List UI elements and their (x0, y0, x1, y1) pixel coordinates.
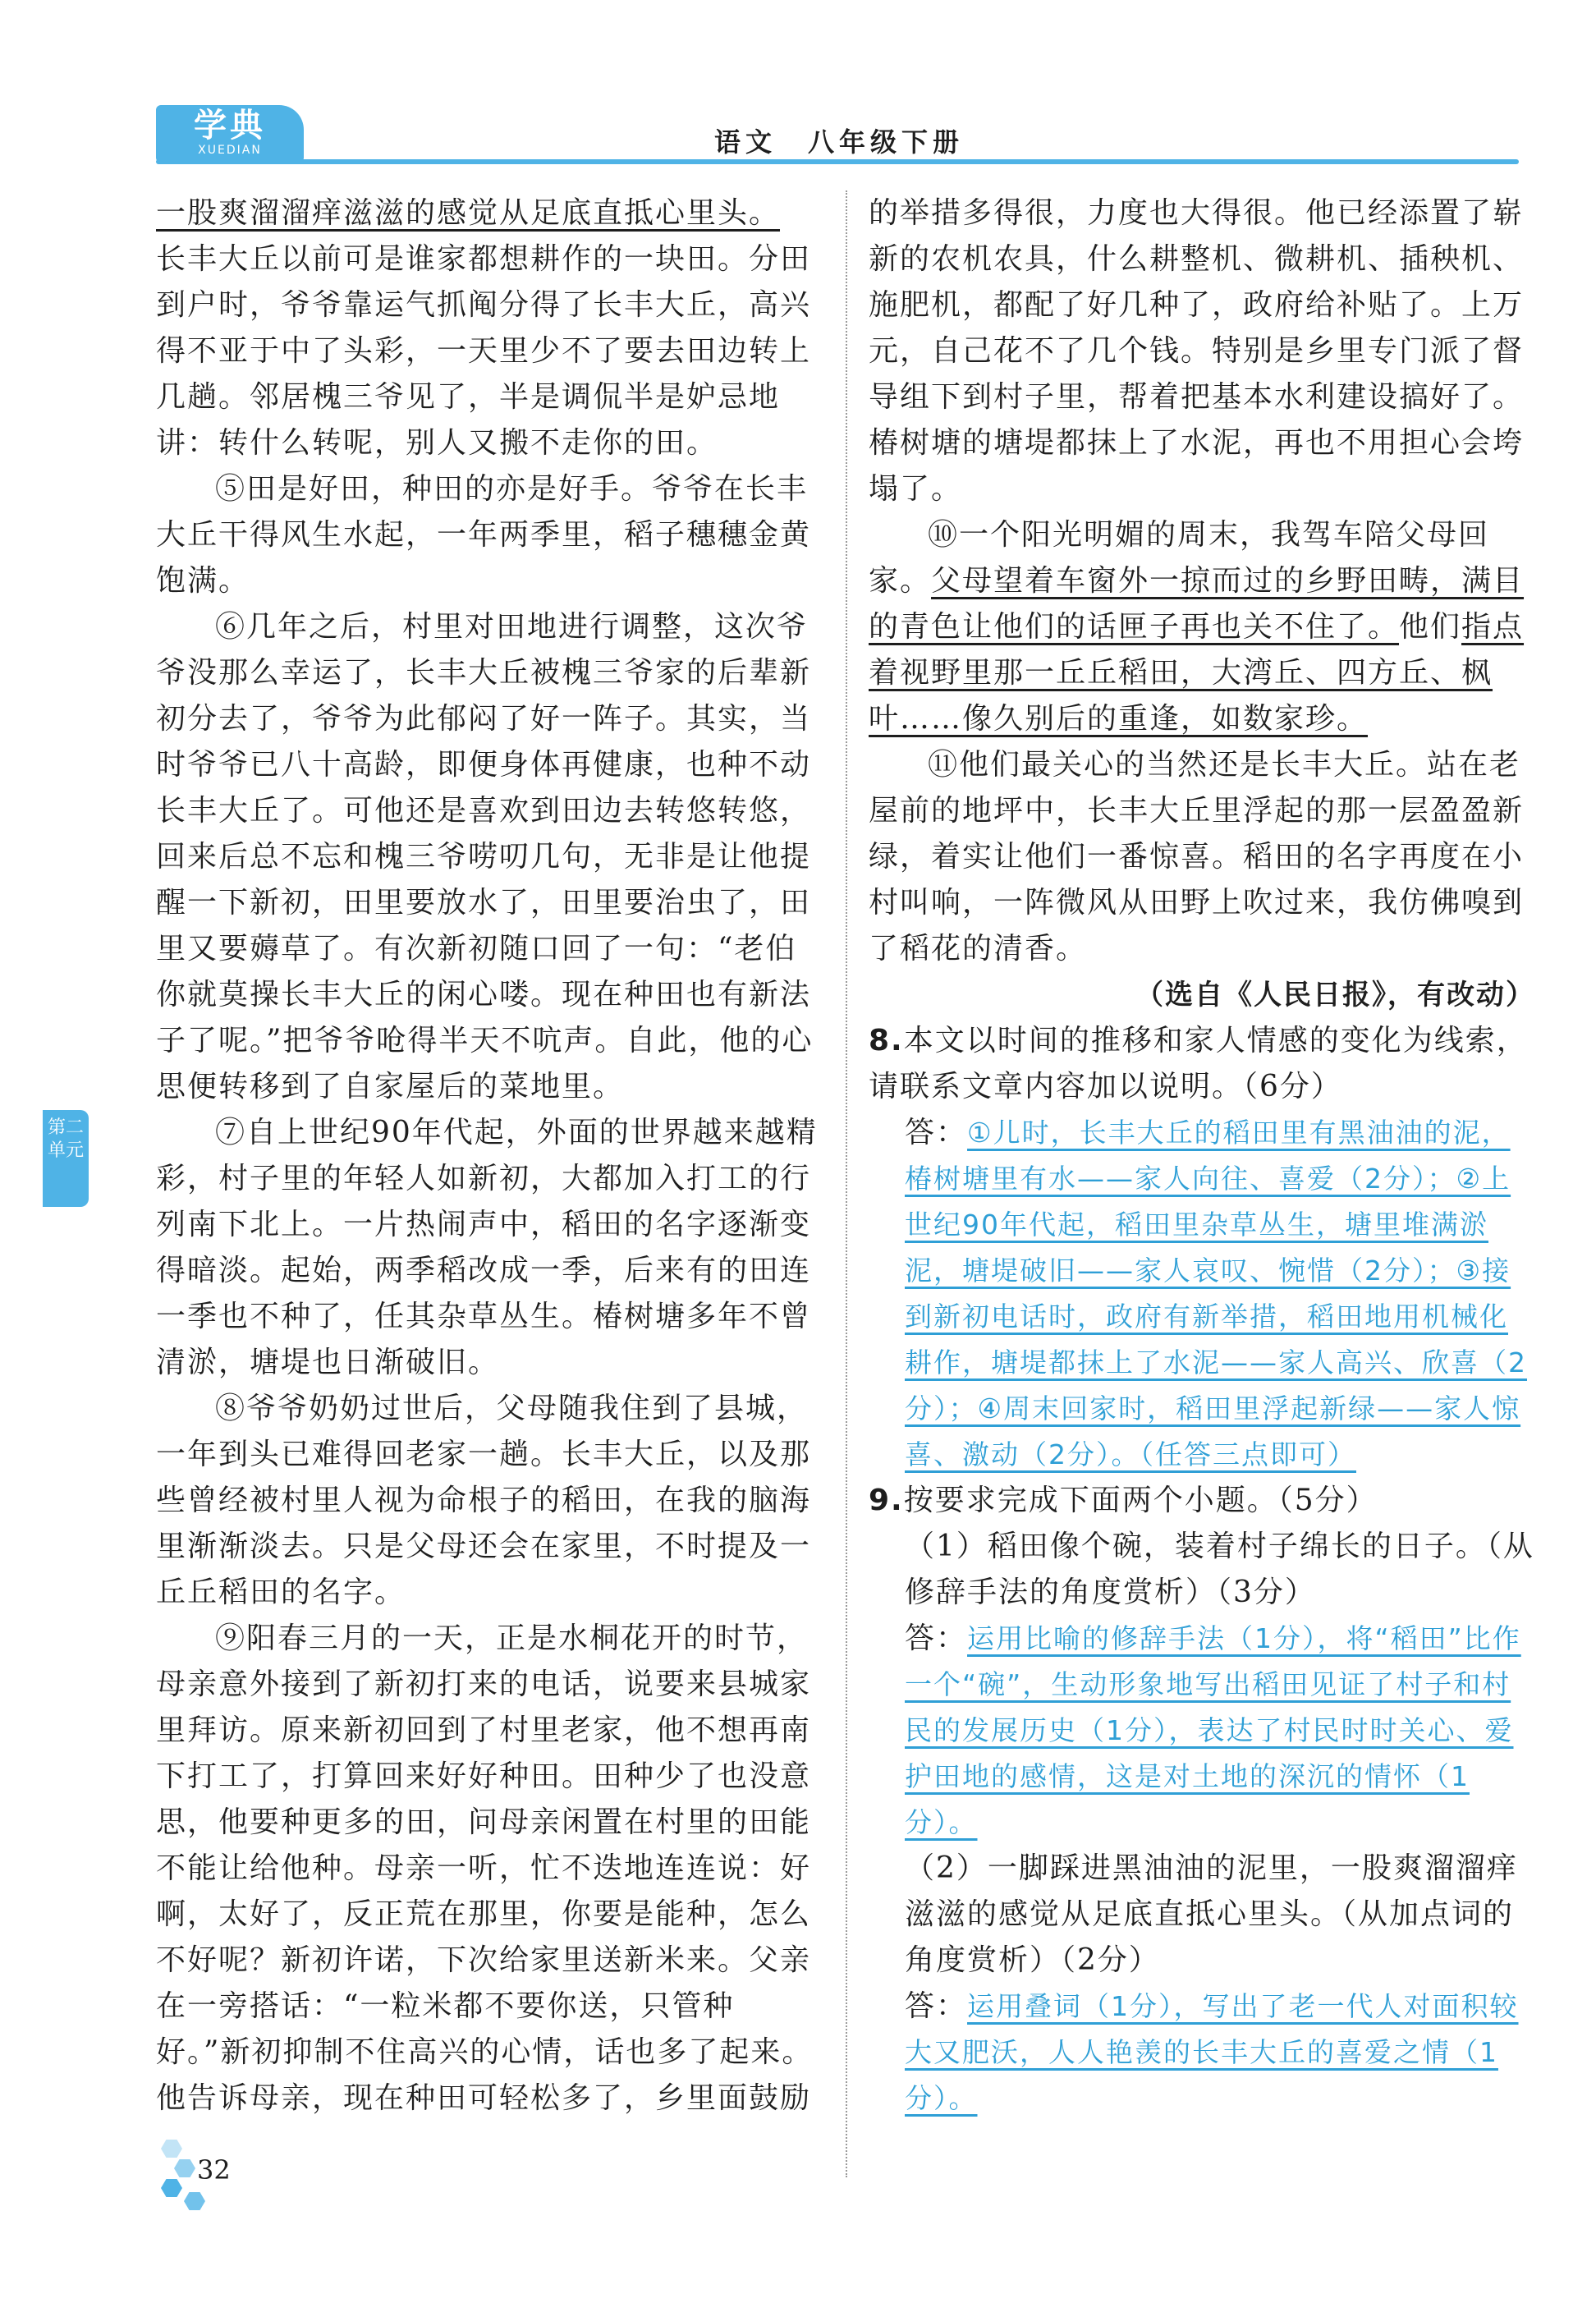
source-citation: （选自《人民日报》，有改动） (1135, 979, 1535, 1012)
question-number: 9. (869, 1484, 904, 1517)
hexagon-shape (174, 2159, 195, 2177)
hexagon-shape (184, 2192, 205, 2210)
page-number: 32 (197, 2154, 231, 2186)
left-paragraph: ⑤田是好田，种田的亦是好手。爷爷在长丰大丘干得风生水起，一年两季里，稻子穗穗金黄饱满。 (156, 472, 812, 598)
book-title: 语文 八年级下册 (714, 126, 965, 158)
logo-chinese: 学典 (194, 107, 266, 144)
hexagon-shape (161, 2179, 182, 2197)
question-9 (869, 1478, 1535, 1524)
logo-english: XUEDIAN (198, 144, 262, 157)
left-paragraph: ⑦自上世纪90年代起，外面的世界越来越精彩，村子里的年轻人如新初，大都加入打工的行列南下北上。一片热闹声中，稻田的名字逐渐变得暗淡。起始，两季稻改成一季，后来有的田连一季也不种了，任其杂草丛生。椿树塘多年不曾清淤，塘堤也日渐破旧。 (156, 1116, 818, 1379)
unit-tab-line2: 单元 (47, 1140, 84, 1161)
left-paragraph: 长丰大丘以前可是谁家都想耕作的一块田。分田到户时，爷爷靠运气抓阄分得了长丰大丘，高兴得不亚于中了头彩，一天里少不了要去田边转上几趟。邻居槐三爷见了，半是调侃半是妒忌地讲：转什么转呢，别人又搬不走你的田。 (156, 242, 812, 460)
answer-text: 运用比喻的修辞手法（1分），将“稻田”比作一个“碗”，生动形象地写出稻田见证了村子和村民的发展历史（1分），表达了村民时时关心、爱护田地的感情，这是对土地的深沉的情怀（1分）。 (905, 1622, 1521, 1838)
answer-label: 答： (905, 1989, 968, 2023)
hexagon-shape (161, 2140, 182, 2158)
answer-9-1 (869, 1616, 1535, 1846)
question-9-1: （1）稻田像个碗，装着村子绵长的日子。（从修辞手法的角度赏析）（3分） (905, 1530, 1534, 1609)
underlined-segment: 父母望着车窗外一掠而过的乡野田畴，满目的青色让他们的话匣子再也关不住了。 (869, 564, 1525, 644)
answer-8 (869, 1110, 1535, 1478)
underlined-segment: 指点着视野里那一丘丘稻田，大湾丘、四方丘、枫叶……像久别后的重逢，如数家珍。 (869, 610, 1525, 736)
unit-tab-line1: 第二 (47, 1117, 84, 1138)
publisher-logo (156, 105, 304, 163)
paragraph-segment: 他们 (1399, 610, 1462, 644)
right-paragraph (869, 512, 1535, 742)
left-paragraph (156, 190, 828, 236)
question-text: 按要求完成下面两个小题。（5分） (903, 1484, 1378, 1517)
answer-9-2 (869, 1984, 1535, 2122)
page-header (0, 0, 1596, 181)
question-number: 8. (869, 1024, 904, 1057)
question-9-2: （2）一脚踩进黑油油的泥里，一股爽溜溜痒滋滋的感觉从足底直抵心里头。（从加点词的角度赏析）（2分） (905, 1851, 1518, 1977)
right-paragraph: 的举措多得很，力度也大得很。他已经添置了崭新的农机农具，什么耕整机、微耕机、插秧机、施肥机，都配了好几种了，政府给补贴了。上万元，自己花不了几个钱。特别是乡里专门派了督导组下到村子里，帮着把基本水利建设搞好了。椿树塘的塘堤都抹上了水泥，再也不用担心会垮塌了。 (869, 196, 1525, 506)
question-8 (869, 1018, 1535, 1110)
answer-text: 运用叠词（1分），写出了老一代人对面积较大又肥沃，人人艳羡的长丰大丘的喜爱之情（1分）。 (905, 1990, 1519, 2114)
answer-label: 答： (905, 1622, 968, 1655)
question-text: 本文以时间的推移和家人情感的变化为线索，请联系文章内容加以说明。（6分） (869, 1024, 1528, 1103)
answer-label: 答： (905, 1116, 968, 1149)
left-paragraph: ⑥几年之后，村里对田地进行调整，这次爷爷没那么幸运了，长丰大丘被槐三爷家的后辈新初分去了，爷爷为此郁闷了好一阵子。其实，当时爷爷已八十高龄，即便身体再健康，也种不动长丰大丘了。可他还是喜欢到田边去转悠转悠，回来后总不忘和槐三爷唠叨几句，无非是让他提醒一下新初，田里要放水了，田里要治虫了，田里又要薅草了。有次新初随口回了一句：“老伯你就莫操长丰大丘的闲心喽。现在种田也有新法子了呢。”把爷爷呛得半天不吭声。自此，他的心思便转移到了自家屋后的菜地里。 (156, 610, 814, 1103)
answer-text: ①儿时，长丰大丘的稻田里有黑油油的泥，椿树塘里有水——家人向往、喜爱（2分）；②上世纪90年代起，稻田里杂草丛生，塘里堆满淤泥，塘堤破旧——家人哀叹、惋惜（2分）；③接到新初电话时，政府有新举措，稻田地用机械化耕作，塘堤都抹上了水泥——家人高兴、欣喜（2分）；④周末回家时，稻田里浮起新绿——家人惊喜、激动（2分）。（任答三点即可） (905, 1117, 1527, 1470)
left-paragraph: ⑨阳春三月的一天，正是水桐花开的时节，母亲意外接到了新初打来的电话，说要来县城家里拜访。原来新初回到了村里老家，他不想再南下打工了，打算回来好好种田。田种少了也没意思，他要种更多的田，问母亲闲置在村里的田能不能让给他种。母亲一听，忙不迭地连连说：好啊，太好了，反正荒在那里，你要是能种，怎么不好呢？新初许诺，下次给家里送新米来。父亲在一旁搭话：“一粒米都不要你送，只管种好。”新初抑制不住高兴的心情，话也多了起来。他告诉母亲，现在种田可轻松多了，乡里面鼓励 (156, 1622, 814, 2115)
right-column (869, 190, 1535, 2122)
left-column (156, 190, 828, 2122)
column-divider (846, 190, 847, 2177)
header-rule (156, 159, 1519, 164)
paragraph-segment: ⑩一个阳光明媚的周末，我驾车陪父母回家。 (869, 518, 1490, 598)
left-paragraph: ⑧爷爷奶奶过世后，父母随我住到了县城，一年到头已难得回老家一趟。长丰大丘，以及那些曾经被村里人视为命根子的稻田，在我的脑海里渐渐淡去。只是父母还会在家里，不时提及一丘丘稻田的名字。 (156, 1392, 812, 1609)
underlined-sentence: 一股爽溜溜痒滋滋的感觉从足底直抵心里头。 (156, 196, 781, 230)
right-paragraph: ⑪他们最关心的当然还是长丰大丘。站在老屋前的地坪中，长丰大丘里浮起的那一层盈盈新绿，着实让他们一番惊喜。稻田的名字再度在小村叫响，一阵微风从田野上吹过来，我仿佛嗅到了稻花的清香。 (869, 748, 1525, 966)
unit-tab (43, 1110, 89, 1207)
